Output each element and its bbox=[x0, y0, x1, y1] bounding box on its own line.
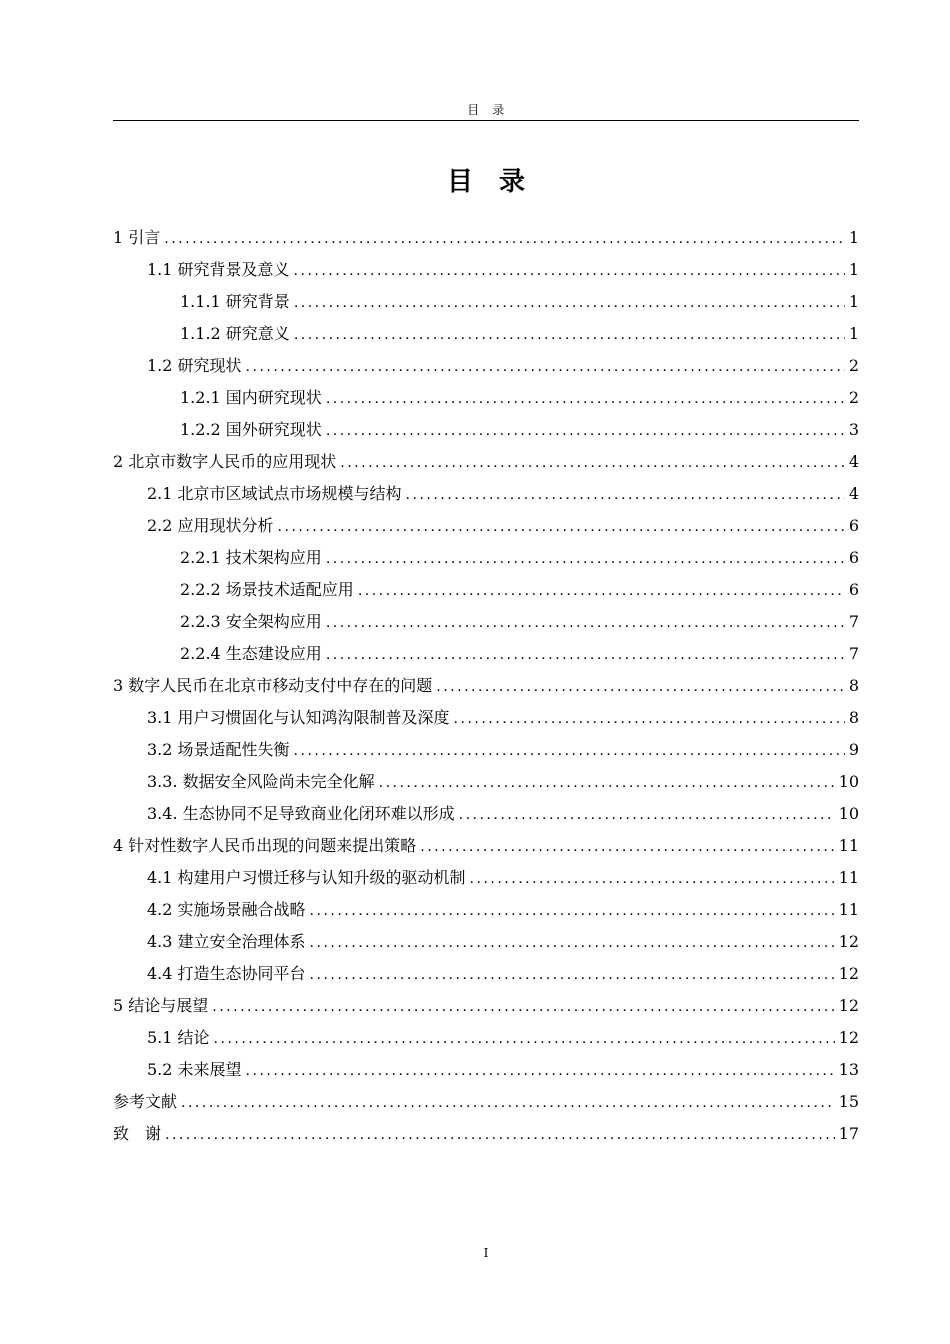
toc-entry-label: 致 谢 bbox=[113, 1124, 162, 1143]
toc-dot-leader bbox=[470, 863, 835, 895]
table-of-contents bbox=[113, 222, 859, 1150]
toc-entry[interactable] bbox=[113, 478, 859, 510]
toc-entry[interactable] bbox=[113, 510, 859, 542]
toc-dot-leader bbox=[294, 735, 845, 767]
toc-entry-page: 1 bbox=[848, 260, 859, 279]
toc-entry-page: 12 bbox=[838, 932, 859, 951]
toc-entry-label: 5.2 未来展望 bbox=[147, 1060, 242, 1079]
toc-entry-label: 2.2.4 生态建设应用 bbox=[180, 644, 322, 663]
toc-entry-label: 2.1 北京市区域试点市场规模与结构 bbox=[147, 484, 402, 503]
toc-dot-leader bbox=[326, 607, 845, 639]
toc-entry-label: 1.1 研究背景及意义 bbox=[147, 260, 290, 279]
toc-entry-label: 1.2.2 国外研究现状 bbox=[180, 420, 322, 439]
toc-entry-page: 7 bbox=[848, 612, 859, 631]
toc-dot-leader bbox=[164, 223, 845, 255]
toc-entry-page: 1 bbox=[848, 324, 859, 343]
toc-entry-page: 3 bbox=[848, 420, 859, 439]
toc-dot-leader bbox=[246, 351, 845, 383]
toc-entry[interactable] bbox=[113, 350, 859, 382]
toc-entry[interactable] bbox=[113, 382, 859, 414]
toc-entry-label: 3.2 场景适配性失衡 bbox=[147, 740, 290, 759]
toc-entry-page: 6 bbox=[848, 516, 859, 535]
toc-dot-leader bbox=[294, 319, 845, 351]
toc-entry-page: 10 bbox=[838, 772, 859, 791]
toc-entry[interactable] bbox=[113, 766, 859, 798]
toc-entry-page: 4 bbox=[848, 452, 859, 471]
running-header: 目 录 bbox=[467, 103, 505, 117]
toc-entry-label: 3 数字人民币在北京市移动支付中存在的问题 bbox=[113, 676, 433, 695]
toc-entry-label: 4.2 实施场景融合战略 bbox=[147, 900, 306, 919]
toc-entry[interactable] bbox=[113, 414, 859, 446]
toc-entry[interactable] bbox=[113, 222, 859, 254]
toc-entry[interactable] bbox=[113, 638, 859, 670]
toc-entry-label: 5 结论与展望 bbox=[113, 996, 209, 1015]
toc-entry-page: 6 bbox=[848, 580, 859, 599]
toc-entry-label: 3.4. 生态协同不足导致商业化闭环难以形成 bbox=[147, 804, 455, 823]
toc-entry-label: 1.1.1 研究背景 bbox=[180, 292, 290, 311]
toc-entry-page: 12 bbox=[838, 996, 859, 1015]
toc-entry-label: 3.3. 数据安全风险尚未完全化解 bbox=[147, 772, 375, 791]
page-title: 目 录 bbox=[446, 167, 525, 197]
toc-entry-label: 4.4 打造生态协同平台 bbox=[147, 964, 306, 983]
toc-entry-page: 7 bbox=[848, 644, 859, 663]
toc-entry[interactable] bbox=[113, 574, 859, 606]
toc-entry[interactable] bbox=[113, 734, 859, 766]
toc-entry-page: 13 bbox=[838, 1060, 859, 1079]
toc-entry[interactable] bbox=[113, 926, 859, 958]
toc-entry-label: 1.2.1 国内研究现状 bbox=[180, 388, 322, 407]
toc-dot-leader bbox=[406, 479, 845, 511]
toc-entry-label: 1.2 研究现状 bbox=[147, 356, 242, 375]
toc-entry-label: 2.2.1 技术架构应用 bbox=[180, 548, 322, 567]
toc-entry-page: 11 bbox=[838, 868, 859, 887]
toc-entry-page: 11 bbox=[838, 900, 859, 919]
toc-dot-leader bbox=[214, 1023, 835, 1055]
toc-dot-leader bbox=[181, 1087, 835, 1119]
toc-entry[interactable] bbox=[113, 1086, 859, 1118]
toc-entry[interactable] bbox=[113, 1022, 859, 1054]
toc-entry[interactable] bbox=[113, 1118, 859, 1150]
toc-entry-page: 10 bbox=[838, 804, 859, 823]
toc-entry-page: 15 bbox=[838, 1092, 859, 1111]
toc-dot-leader bbox=[246, 1055, 835, 1087]
toc-entry-label: 5.1 结论 bbox=[147, 1028, 210, 1047]
toc-dot-leader bbox=[326, 415, 845, 447]
toc-entry-page: 8 bbox=[848, 708, 859, 727]
toc-entry-page: 6 bbox=[848, 548, 859, 567]
toc-dot-leader bbox=[358, 575, 845, 607]
toc-dot-leader bbox=[278, 511, 845, 543]
toc-entry[interactable] bbox=[113, 1054, 859, 1086]
toc-dot-leader bbox=[310, 895, 835, 927]
toc-entry-page: 17 bbox=[838, 1124, 859, 1143]
page-number: I bbox=[483, 1246, 489, 1260]
toc-entry[interactable] bbox=[113, 670, 859, 702]
toc-entry-label: 1 引言 bbox=[113, 228, 161, 247]
toc-entry-page: 8 bbox=[848, 676, 859, 695]
toc-entry-page: 9 bbox=[848, 740, 859, 759]
toc-entry[interactable] bbox=[113, 254, 859, 286]
toc-entry-page: 2 bbox=[848, 356, 859, 375]
toc-entry-page: 12 bbox=[838, 964, 859, 983]
toc-entry-label: 2 北京市数字人民币的应用现状 bbox=[113, 452, 337, 471]
toc-dot-leader bbox=[326, 639, 845, 671]
toc-entry-label: 1.1.2 研究意义 bbox=[180, 324, 290, 343]
toc-entry-label: 参考文献 bbox=[113, 1092, 178, 1111]
toc-entry[interactable] bbox=[113, 830, 859, 862]
toc-entry[interactable] bbox=[113, 446, 859, 478]
toc-dot-leader bbox=[310, 959, 835, 991]
toc-dot-leader bbox=[379, 767, 835, 799]
toc-entry[interactable] bbox=[113, 542, 859, 574]
toc-entry-page: 1 bbox=[848, 292, 859, 311]
toc-entry[interactable] bbox=[113, 798, 859, 830]
toc-entry-label: 4.1 构建用户习惯迁移与认知升级的驱动机制 bbox=[147, 868, 466, 887]
toc-dot-leader bbox=[212, 991, 834, 1023]
toc-dot-leader bbox=[459, 799, 835, 831]
toc-dot-leader bbox=[326, 543, 845, 575]
toc-entry-page: 2 bbox=[848, 388, 859, 407]
toc-entry[interactable] bbox=[113, 958, 859, 990]
toc-dot-leader bbox=[436, 671, 845, 703]
toc-entry[interactable] bbox=[113, 990, 859, 1022]
toc-entry[interactable] bbox=[113, 702, 859, 734]
toc-entry-page: 1 bbox=[848, 228, 859, 247]
toc-entry-label: 2.2.3 安全架构应用 bbox=[180, 612, 322, 631]
toc-entry[interactable] bbox=[113, 286, 859, 318]
toc-entry[interactable] bbox=[113, 894, 859, 926]
toc-entry-page: 11 bbox=[838, 836, 859, 855]
toc-entry-page: 12 bbox=[838, 1028, 859, 1047]
toc-dot-leader bbox=[294, 255, 845, 287]
toc-dot-leader bbox=[340, 447, 845, 479]
toc-dot-leader bbox=[420, 831, 834, 863]
toc-dot-leader bbox=[294, 287, 845, 319]
toc-entry[interactable] bbox=[113, 606, 859, 638]
toc-entry-label: 4 针对性数字人民币出现的问题来提出策略 bbox=[113, 836, 417, 855]
toc-entry-page: 4 bbox=[848, 484, 859, 503]
toc-entry[interactable] bbox=[113, 318, 859, 350]
toc-entry-label: 2.2.2 场景技术适配应用 bbox=[180, 580, 354, 599]
toc-entry-label: 2.2 应用现状分析 bbox=[147, 516, 274, 535]
toc-entry-label: 3.1 用户习惯固化与认知鸿沟限制普及深度 bbox=[147, 708, 450, 727]
toc-dot-leader bbox=[310, 927, 835, 959]
header-divider bbox=[113, 120, 859, 121]
toc-dot-leader bbox=[454, 703, 845, 735]
toc-entry[interactable] bbox=[113, 862, 859, 894]
toc-dot-leader bbox=[326, 383, 845, 415]
toc-entry-label: 4.3 建立安全治理体系 bbox=[147, 932, 306, 951]
toc-dot-leader bbox=[165, 1119, 835, 1151]
